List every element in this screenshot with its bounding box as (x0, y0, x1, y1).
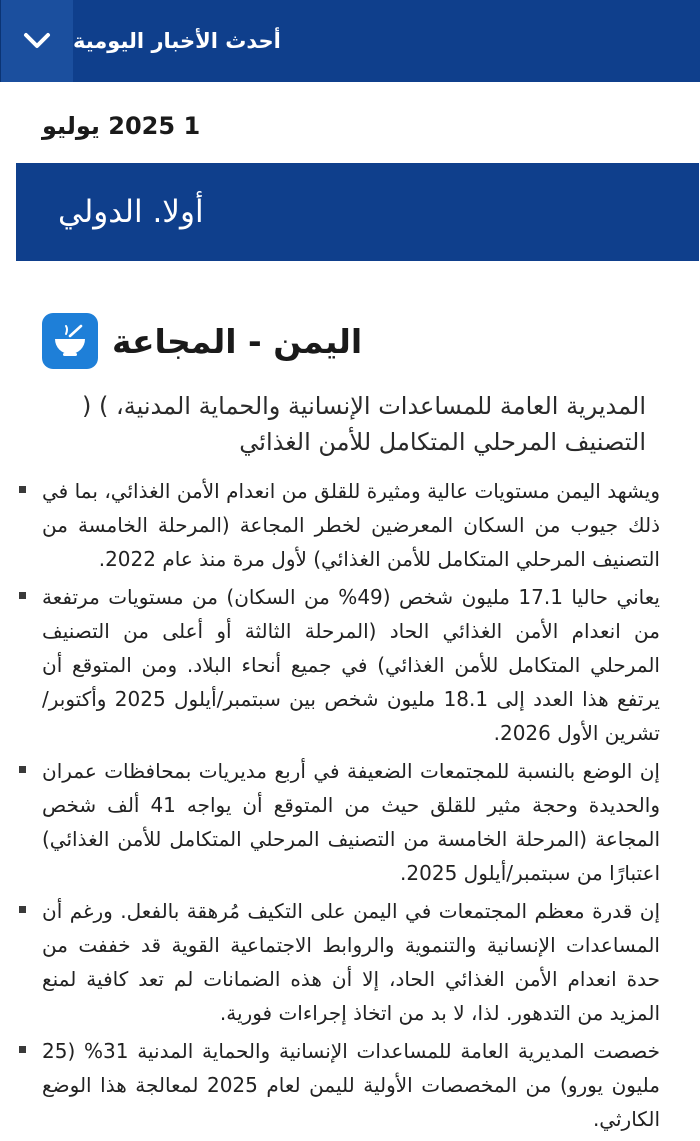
bullet-marker (19, 1046, 26, 1053)
list-item (0, 474, 700, 576)
section-title: أولا. الدولي (58, 194, 204, 230)
top-bar (0, 0, 700, 82)
bullet-marker (19, 486, 26, 493)
bullet-marker (19, 766, 26, 773)
bullet-text: إن الوضع بالنسبة للمجتمعات الضعيفة في أربع مديريات بمحافظات عمران والحديدة وحجة مثير للقلق حيث من المتوقع أن يواجه 41 ألف شخص المجاعة (المرحلة الخامسة من التصنيف المرحلي المتكامل للأمن الغذائي) اعتبارًا من سبتمبر/أيلول 2025. (42, 759, 660, 885)
chevron-down-icon (22, 31, 52, 51)
bullet-list (0, 474, 700, 1140)
source-attribution: المديرية العامة للمساعدات الإنسانية والحماية المدنية، ) ( التصنيف المرحلي المتكامل للأمن الغذائي (81, 392, 646, 456)
header-title[interactable]: أحدث الأخبار اليومية (73, 29, 281, 53)
bullet-text: خصصت المديرية العامة للمساعدات الإنسانية والحماية المدنية 31% (25 مليون يورو) من المخصصات الأولية لليمن لعام 2025 لمعالجة هذا الوضع الكارثي. (42, 1039, 660, 1131)
section-banner (16, 163, 699, 261)
item-heading (42, 312, 362, 370)
news-date (42, 112, 242, 140)
expand-toggle-button[interactable] (0, 0, 73, 82)
bullet-text: يعاني حاليا 17.1 مليون شخص (49% من السكان) من مستويات مرتفعة من انعدام الأمن الغذائي الحاد (المرحلة الثالثة أو أعلى من التصنيف المرحلي المتكامل للأمن الغذائي) في جميع أنحاء البلاد. ومن المتوقع أن يرتفع هذا العدد إلى 18.1 مليون شخص بين سبتمبر/أيلول 2025 وأكتوبر/تشرين الأول 2026. (42, 585, 660, 745)
list-item (0, 1034, 700, 1136)
bullet-marker (19, 906, 26, 913)
bullet-text: إن قدرة معظم المجتمعات في اليمن على التكيف مُرهقة بالفعل. ورغم أن المساعدات الإنسانية والتنموية والروابط الاجتماعية القوية قد خففت من حدة انعدام الأمن الغذائي الحاد، إلا أن هذه الضمانات لم تعد كافية لمنع المزيد من التدهور. لذا، لا بد من اتخاذ إجراءات فورية. (42, 899, 660, 1025)
bullet-marker (19, 592, 26, 599)
date-text: 1 2025 يوليو (42, 112, 201, 140)
bullet-text: ويشهد اليمن مستويات عالية ومثيرة للقلق من انعدام الأمن الغذائي، بما في ذلك جيوب من السكان المعرضين لخطر المجاعة (المرحلة الخامسة من التصنيف المرحلي المتكامل للأمن الغذائي) لأول مرة منذ عام 2022. (42, 479, 660, 571)
list-item (0, 754, 700, 890)
food-bowl-icon (42, 313, 98, 369)
list-item (0, 894, 700, 1030)
item-title: اليمن - المجاعة (112, 321, 363, 361)
list-item (0, 580, 700, 750)
